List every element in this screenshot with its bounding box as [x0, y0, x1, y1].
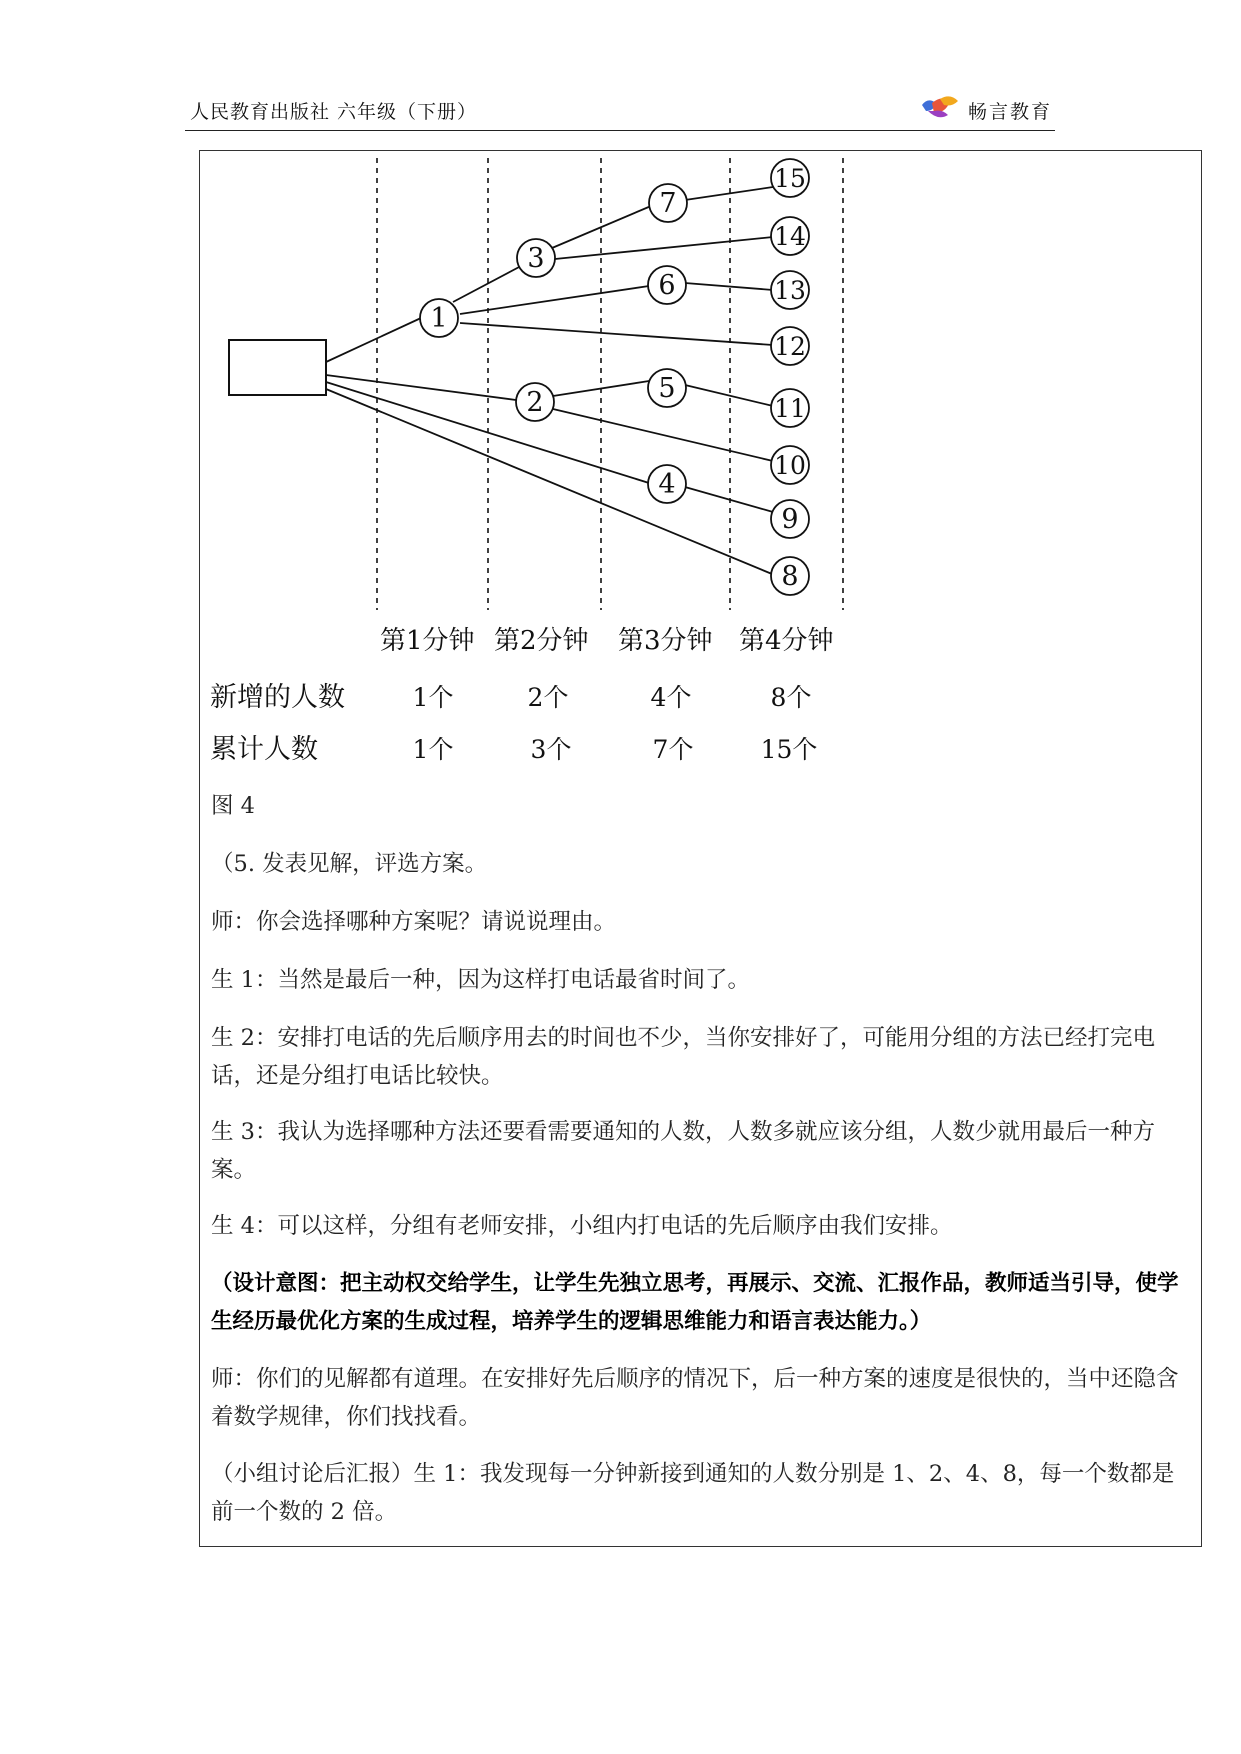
- paragraph: 师：你们的见解都有道理。在安排好先后顺序的情况下，后一种方案的速度是很快的，当中还隐含着数学规律，你们找找看。: [211, 1366, 1179, 1430]
- paragraph: 师：你会选择哪种方案呢？请说说理由。: [211, 909, 617, 935]
- paragraph: （小组讨论后汇报）生 1：我发现每一分钟新接到通知的人数分别是 1、2、4、8，每一个数都是前一个数的 2 倍。: [211, 1461, 1175, 1525]
- node-label: 14: [774, 222, 806, 251]
- tree-node: [771, 389, 809, 427]
- table-cell: 7个: [652, 735, 694, 764]
- edge: [553, 409, 773, 461]
- tree-node: [648, 465, 686, 503]
- minute-label: 第4分钟: [739, 626, 834, 656]
- node-label: 10: [774, 451, 806, 480]
- edge: [685, 385, 773, 406]
- paragraph: （5. 发表见解，评选方案。: [211, 851, 488, 877]
- minute-label: 第3分钟: [618, 626, 713, 656]
- node-label: 12: [774, 332, 806, 361]
- tree-node: [649, 184, 687, 222]
- design-intent-note: （设计意图：把主动权交给学生，让学生先独立思考，再展示、交流、汇报作品，教师适当引导，使学生经历最优化方案的生成过程，培养学生的逻辑思维能力和语言表达能力。）: [211, 1271, 1179, 1334]
- teacher-box: [229, 340, 326, 395]
- edge: [326, 318, 421, 362]
- tree-node: [771, 159, 809, 197]
- table-cell: 3个: [530, 735, 572, 764]
- edge: [553, 381, 649, 396]
- paragraph: 生 4：可以这样，分组有老师安排，小组内打电话的先后顺序由我们安排。: [211, 1213, 953, 1239]
- tree-node: [771, 217, 809, 255]
- node-label: 7: [659, 188, 677, 219]
- header-publisher: 人民教育出版社 六年级（下册）: [190, 101, 478, 123]
- table-cell: 15个: [760, 735, 818, 764]
- node-label: 2: [526, 387, 544, 418]
- edge: [453, 266, 521, 302]
- table-cell: 1个: [412, 735, 454, 764]
- table-cell: 8个: [770, 683, 812, 712]
- row-label-new: 新增的人数: [210, 682, 345, 713]
- tree-node: [648, 369, 686, 407]
- edge: [326, 389, 772, 574]
- node-label: 9: [781, 504, 799, 535]
- node-label: 13: [774, 276, 806, 305]
- tree-node: [771, 271, 809, 309]
- node-label: 4: [658, 469, 676, 500]
- node-label: 6: [658, 270, 676, 301]
- node-label: 8: [781, 561, 799, 592]
- node-label: 5: [658, 373, 676, 404]
- node-label: 11: [774, 394, 806, 423]
- paragraph: 生 2：安排打电话的先后顺序用去的时间也不少，当你安排好了，可能用分组的方法已经打完电话，还是分组打电话比较快。: [211, 1025, 1155, 1089]
- phone-tree-diagram: [0, 0, 1241, 800]
- row-label-total: 累计人数: [210, 734, 318, 765]
- tree-node: [420, 299, 458, 337]
- tree-node: [771, 327, 809, 365]
- brand-name: 畅言教育: [968, 100, 1053, 123]
- tree-node: [648, 266, 686, 304]
- tree-node: [517, 239, 555, 277]
- table-cell: 2个: [527, 683, 569, 712]
- edge: [685, 187, 773, 200]
- node-label: 1: [430, 303, 448, 334]
- edge: [555, 237, 773, 259]
- node-label: 3: [527, 243, 545, 274]
- tree-node: [516, 383, 554, 421]
- paragraph: 生 1：当然是最后一种，因为这样打电话最省时间了。: [211, 967, 750, 993]
- node-label: 15: [774, 164, 806, 193]
- figure-caption: 图 4: [211, 793, 255, 819]
- tree-node: [771, 446, 809, 484]
- paragraph: 生 3：我认为选择哪种方法还要看需要通知的人数，人数多就应该分组，人数少就用最后一种方案。: [211, 1119, 1155, 1183]
- tree-node: [771, 557, 809, 595]
- edge: [685, 487, 773, 512]
- tree-node: [771, 500, 809, 538]
- minute-label: 第2分钟: [494, 626, 589, 656]
- table-cell: 1个: [412, 683, 454, 712]
- table-cell: 4个: [650, 683, 692, 712]
- minute-label: 第1分钟: [380, 626, 475, 656]
- edge: [460, 323, 773, 345]
- edge: [685, 283, 773, 290]
